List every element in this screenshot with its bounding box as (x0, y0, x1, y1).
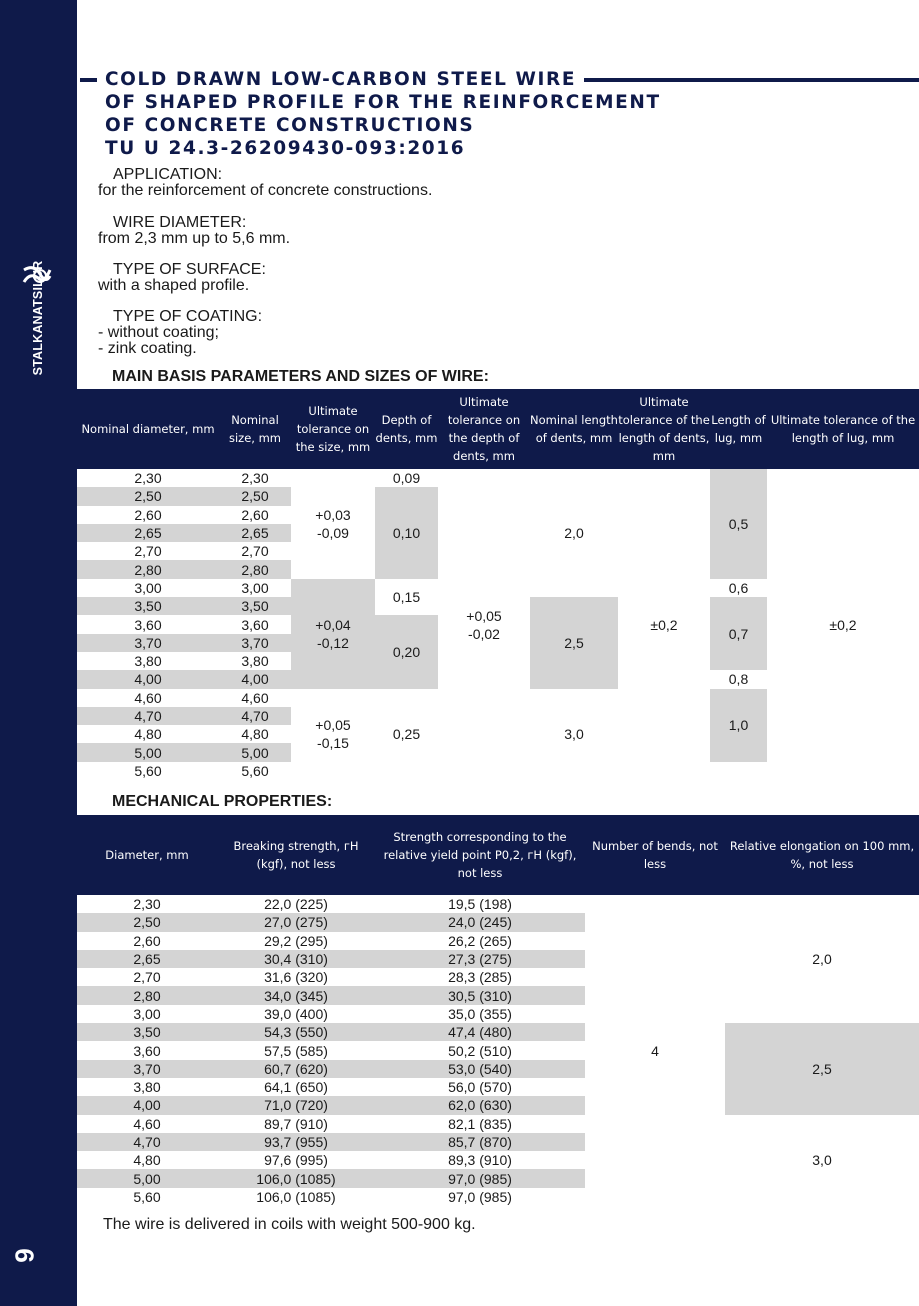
diameter-cell: 4,70 (77, 1133, 217, 1151)
diameter-cell: 3,70 (77, 634, 219, 652)
elongation-cell: 2,0 (812, 951, 832, 968)
breaking-strength-cell: 64,1 (650) (264, 1079, 328, 1096)
diameter-cell: 4,60 (134, 689, 162, 706)
bends-cell: 4 (651, 1042, 659, 1059)
diameter-cell: 3,50 (77, 597, 219, 615)
lug-length-cell: 0,7 (710, 597, 767, 670)
diameter-cell: 4,70 (77, 707, 219, 725)
diameter-cell: 4,80 (134, 726, 162, 743)
diameter-cell: 4,80 (133, 1152, 161, 1169)
breaking-strength-cell: 71,0 (720) (217, 1096, 375, 1114)
col-header: Length of lug, mm (710, 389, 767, 469)
breaking-strength-cell: 34,0 (345) (217, 986, 375, 1004)
title-line: OF SHAPED PROFILE FOR THE REINFORCEMENT (105, 92, 661, 113)
breaking-strength-cell: 57,5 (585) (264, 1042, 328, 1059)
diameter-cell: 3,80 (133, 1079, 161, 1096)
breaking-strength-cell: 31,6 (320) (264, 969, 328, 986)
size-cell: 2,80 (219, 560, 291, 578)
section-text: with a shaped profile. (98, 277, 250, 294)
depth-cell: 0,09 (392, 470, 421, 487)
yield-strength-cell: 26,2 (265) (448, 932, 512, 949)
coating-section (98, 309, 262, 357)
document-title (105, 68, 919, 160)
diameter-cell: 4,00 (77, 1096, 217, 1114)
depth-tolerance-cell: +0,05 -0,02 (466, 607, 502, 642)
size-cell: 5,00 (219, 743, 291, 761)
col-header: Nominal length of dents, mm (530, 389, 618, 469)
col-header: Depth of dents, mm (375, 389, 438, 469)
table-row (77, 1023, 919, 1041)
diameter-cell: 3,80 (134, 653, 162, 670)
size-cell: 3,70 (219, 634, 291, 652)
yield-strength-cell: 56,0 (570) (448, 1079, 512, 1096)
diameter-cell: 4,00 (77, 670, 219, 688)
yield-strength-cell: 62,0 (630) (375, 1096, 585, 1114)
yield-strength-cell: 50,2 (510) (448, 1042, 512, 1059)
diameter-cell: 2,80 (77, 560, 219, 578)
size-cell: 5,60 (241, 762, 269, 779)
size-cell: 4,60 (241, 689, 269, 706)
diameter-cell: 3,60 (134, 616, 162, 633)
elongation-cell: 3,0 (812, 1152, 832, 1169)
section-label: TYPE OF COATING: (113, 308, 263, 325)
size-cell: 2,30 (241, 470, 269, 487)
dent-length-cell: 2,0 (564, 525, 584, 542)
size-cell: 3,50 (219, 597, 291, 615)
size-cell: 4,80 (241, 726, 269, 743)
size-tolerance-cell: +0,05 -0,15 (315, 717, 351, 752)
yield-strength-cell: 24,0 (245) (375, 913, 585, 931)
diameter-cell: 2,50 (77, 913, 217, 931)
elongation-cell: 2,5 (725, 1023, 919, 1114)
size-cell: 4,70 (219, 707, 291, 725)
size-tolerance-cell: +0,03 -0,09 (315, 506, 351, 541)
title-line: OF CONCRETE CONSTRUCTIONS (105, 115, 475, 136)
yield-strength-cell: 35,0 (355) (448, 1005, 512, 1022)
diameter-cell: 2,80 (77, 986, 217, 1004)
col-header: Relative elongation on 100 mm, %, not less (725, 815, 919, 895)
yield-strength-cell: 97,0 (985) (448, 1188, 512, 1205)
yield-strength-cell: 53,0 (540) (375, 1060, 585, 1078)
yield-strength-cell: 97,0 (985) (375, 1169, 585, 1187)
section-label: APPLICATION: (113, 166, 223, 183)
sidebar (0, 0, 77, 1306)
breaking-strength-cell: 89,7 (910) (264, 1115, 328, 1132)
section-label: TYPE OF SURFACE: (113, 261, 266, 278)
breaking-strength-cell: 93,7 (955) (217, 1133, 375, 1151)
size-cell: 3,60 (241, 616, 269, 633)
lug-length-cell (710, 762, 767, 780)
title-line: TU U 24.3-26209430-093:2016 (105, 138, 466, 159)
dent-length-tolerance-cell: ±0,2 (650, 616, 678, 633)
col-header: Nominal size, mm (219, 389, 291, 469)
diameter-cell: 3,00 (134, 579, 162, 596)
diameter-cell: 3,60 (133, 1042, 161, 1059)
diameter-cell: 2,70 (133, 969, 161, 986)
breaking-strength-cell: 54,3 (550) (217, 1023, 375, 1041)
yield-strength-cell: 28,3 (285) (448, 969, 512, 986)
diameter-cell: 2,50 (77, 487, 219, 505)
yield-strength-cell: 85,7 (870) (375, 1133, 585, 1151)
lug-tolerance-cell: ±0,2 (829, 616, 857, 633)
mech-table (77, 815, 919, 1206)
title-line: COLD DRAWN LOW-CARBON STEEL WIRE (97, 68, 584, 91)
diameter-cell: 3,50 (77, 1023, 217, 1041)
diameter-cell: 3,70 (77, 1060, 217, 1078)
breaking-strength-cell: 30,4 (310) (217, 950, 375, 968)
size-cell: 2,65 (219, 524, 291, 542)
diameter-cell: 5,00 (77, 743, 219, 761)
size-tolerance-cell: +0,04 -0,12 (291, 579, 375, 689)
breaking-strength-cell: 97,6 (995) (264, 1152, 328, 1169)
diameter-cell: 2,60 (134, 506, 162, 523)
depth-cell: 0,10 (375, 487, 438, 578)
diameter-cell: 2,30 (134, 470, 162, 487)
table-row (77, 895, 919, 913)
breaking-strength-cell: 106,0 (1085) (217, 1169, 375, 1187)
diameter-cell: 2,60 (133, 932, 161, 949)
depth-cell: 0,20 (375, 615, 438, 688)
section-label: WIRE DIAMETER: (113, 214, 247, 231)
diameter-cell: 3,00 (133, 1005, 161, 1022)
size-cell: 2,50 (219, 487, 291, 505)
size-cell: 3,00 (241, 579, 269, 596)
diameter-cell: 5,00 (77, 1169, 217, 1187)
breaking-strength-cell: 39,0 (400) (264, 1005, 328, 1022)
diameter-cell: 5,60 (134, 762, 162, 779)
application-section (98, 167, 432, 199)
lug-length-cell: 0,5 (710, 469, 767, 579)
diameter-cell: 4,60 (133, 1115, 161, 1132)
params-heading: MAIN BASIS PARAMETERS AND SIZES OF WIRE: (112, 368, 489, 385)
size-cell: 2,70 (241, 543, 269, 560)
lug-length-cell: 1,0 (710, 689, 767, 762)
col-header: Strength corresponding to the relative yield point P0,2, гH (kgf), not less (375, 815, 585, 895)
lug-length-cell: 0,6 (728, 579, 749, 596)
page-number: 9 (9, 1248, 40, 1263)
size-cell: 3,80 (241, 653, 269, 670)
yield-strength-cell: 82,1 (835) (448, 1115, 512, 1132)
col-header: Ultimate tolerance of the length of dents, mm (618, 389, 710, 469)
yield-strength-cell: 19,5 (198) (448, 896, 512, 913)
surface-section (98, 262, 266, 294)
col-header: Number of bends, not less (585, 815, 725, 895)
yield-strength-cell: 27,3 (275) (375, 950, 585, 968)
diameter-cell: 2,30 (133, 896, 161, 913)
breaking-strength-cell: 22,0 (225) (264, 896, 328, 913)
yield-strength-cell: 89,3 (910) (448, 1152, 512, 1169)
col-header: Ultimate tolerance of the length of lug, mm (767, 389, 919, 469)
dent-length-cell: 2,5 (530, 597, 618, 688)
col-header: Breaking strength, гH (kgf), not less (217, 815, 375, 895)
breaking-strength-cell: 60,7 (620) (217, 1060, 375, 1078)
diameter-cell: 5,60 (133, 1188, 161, 1205)
yield-strength-cell: 30,5 (310) (375, 986, 585, 1004)
dent-length-cell: 3,0 (564, 726, 584, 743)
section-text: - without coating; (98, 324, 219, 341)
lug-length-cell: 0,8 (728, 671, 749, 688)
brand-name: STALKANATSILUR (31, 260, 45, 376)
yield-strength-cell: 47,4 (480) (375, 1023, 585, 1041)
depth-cell: 0,15 (392, 589, 421, 606)
mech-heading: MECHANICAL PROPERTIES: (112, 793, 333, 810)
section-text: - zink coating. (98, 340, 197, 357)
params-table (77, 389, 919, 780)
delivery-note: The wire is delivered in coils with weight 500-900 kg. (103, 1216, 476, 1233)
col-header: Nominal diameter, mm (77, 389, 219, 469)
diameter-cell: 2,65 (77, 524, 219, 542)
diameter-cell: 2,65 (77, 950, 217, 968)
wire-diameter-section (98, 215, 290, 247)
section-text: for the reinforcement of concrete constructions. (98, 182, 433, 199)
breaking-strength-cell: 106,0 (1085) (256, 1188, 336, 1205)
col-header: Ultimate tolerance on the depth of dents, mm (438, 389, 530, 469)
section-text: from 2,3 mm up to 5,6 mm. (98, 230, 291, 247)
breaking-strength-cell: 29,2 (295) (264, 932, 328, 949)
col-header: Diameter, mm (77, 815, 217, 895)
breaking-strength-cell: 27,0 (275) (217, 913, 375, 931)
size-cell: 4,00 (219, 670, 291, 688)
col-header: Ultimate tolerance on the size, mm (291, 389, 375, 469)
depth-cell: 0,25 (392, 726, 421, 743)
diameter-cell: 2,70 (134, 543, 162, 560)
table-row (77, 1115, 919, 1133)
size-cell: 2,60 (241, 506, 269, 523)
